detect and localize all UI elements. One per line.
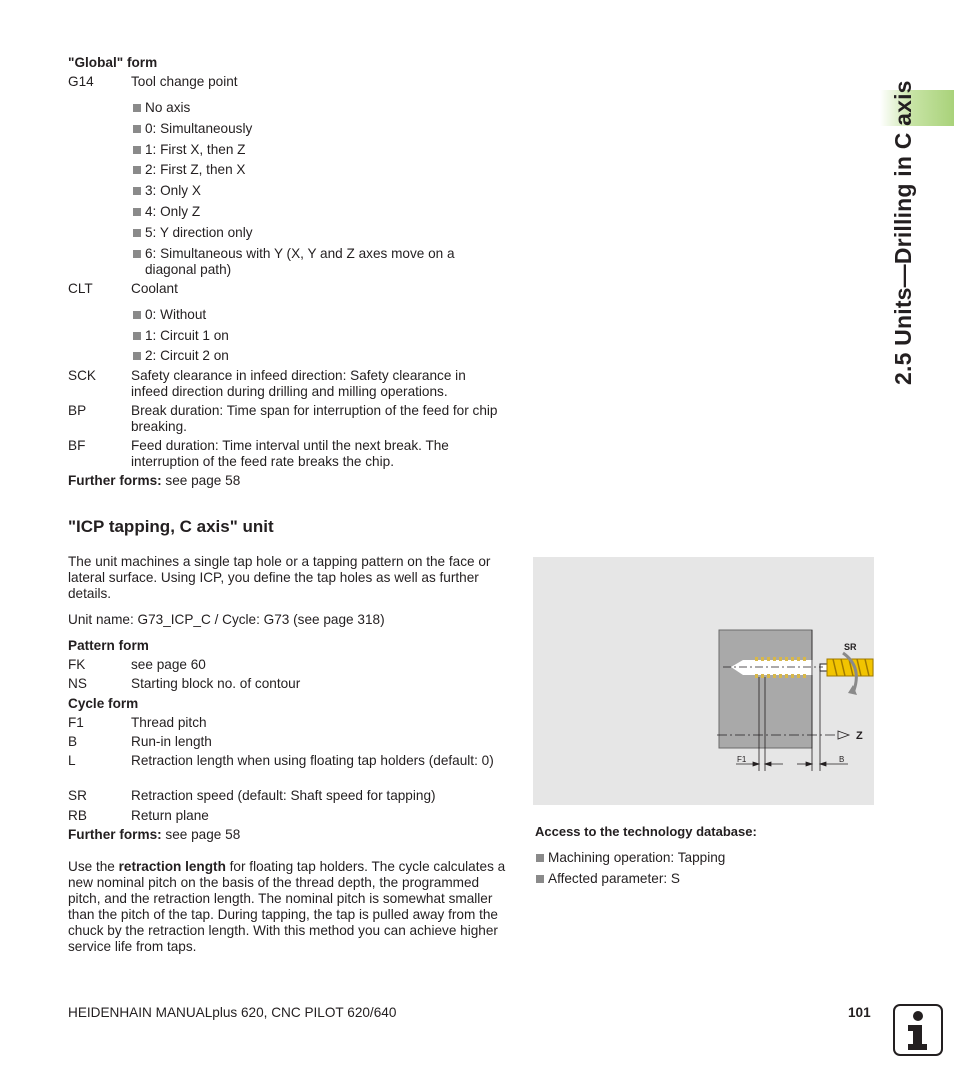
label-b: B xyxy=(839,755,845,764)
list-item: 2: First Z, then X xyxy=(133,162,509,178)
param-desc-ns: Starting block no. of contour xyxy=(131,676,301,691)
label-sr: SR xyxy=(844,642,857,652)
param-code-bp: BP xyxy=(68,403,87,418)
param-code-b: B xyxy=(68,734,78,749)
workpiece xyxy=(719,630,812,748)
list-item: 3: Only X xyxy=(133,183,509,199)
param-desc-bp: Break duration: Time span for interruption of the feed for chip breaking. xyxy=(131,403,498,434)
z-axis-arrow xyxy=(838,731,849,739)
list-item: 0: Simultaneously xyxy=(133,121,509,137)
cycle-form-heading: Cycle form xyxy=(68,696,139,711)
global-form-heading: "Global" form xyxy=(68,55,158,70)
param-desc-rb: Return plane xyxy=(131,808,209,823)
section-intro: The unit machines a single tap hole or a tapping pattern on the face or lateral surface. Using ICP, you define the tap holes as well as further details. xyxy=(68,554,491,601)
list-item: 1: First X, then Z xyxy=(133,142,509,158)
label-f1: F1 xyxy=(737,755,747,764)
tap-hole xyxy=(743,660,813,675)
bullet-square-icon xyxy=(536,875,544,883)
param-code-bf: BF xyxy=(68,438,86,453)
param-code-sck: SCK xyxy=(68,368,96,383)
list-item: 6: Simultaneous with Y (X, Y and Z axes move on a diagonal path) xyxy=(133,246,490,278)
param-desc-b: Run-in length xyxy=(131,734,212,749)
param-code-fk: FK xyxy=(68,657,86,672)
param-desc-sck: Safety clearance in infeed direction: Safety clearance in infeed direction during drilling and milling operations. xyxy=(131,368,466,399)
further-forms-cycle: Further forms: see page 58 xyxy=(68,827,241,842)
param-code-rb: RB xyxy=(68,808,87,823)
further-forms-global: Further forms: see page 58 xyxy=(68,473,241,488)
page-number: 101 xyxy=(848,1005,871,1020)
chapter-title: 2.5 Units—Drilling in C axis xyxy=(890,80,916,385)
list-item: 0: Without xyxy=(133,307,509,323)
retraction-paragraph: Use the retraction length for floating tap holders. The cycle calculates a new nominal pitch on the basis of the thread depth, the programmed pitch, and the retraction length. The nominal pitch is somewhat smaller than the pitch of the tap. During tapping, the tap is pulled away from the chuck by the retraction length. With this method you can achieve higher service life from taps. xyxy=(68,859,506,954)
param-code-clt: CLT xyxy=(68,281,93,296)
bullet-square-icon xyxy=(133,146,141,154)
list-item: 5: Y direction only xyxy=(133,225,509,241)
param-desc-l: Retraction length when using floating tap holders (default: 0) xyxy=(131,753,494,768)
bullet-square-icon xyxy=(133,104,141,112)
param-code-f1: F1 xyxy=(68,715,84,730)
param-desc-sr: Retraction speed (default: Shaft speed for tapping) xyxy=(131,788,436,803)
param-desc-clt: Coolant xyxy=(131,281,178,296)
bullet-square-icon xyxy=(133,208,141,216)
list-item: Machining operation: Tapping xyxy=(536,850,725,866)
section-title: "ICP tapping, C axis" unit xyxy=(68,517,274,536)
param-code-g14: G14 xyxy=(68,74,94,89)
info-icon xyxy=(893,1004,943,1056)
tech-db-heading: Access to the technology database: xyxy=(535,824,757,839)
bullet-square-icon xyxy=(536,854,544,862)
pattern-form-heading: Pattern form xyxy=(68,638,149,653)
param-code-l: L xyxy=(68,753,76,768)
list-item: Affected parameter: S xyxy=(536,871,680,887)
param-desc-fk: see page 60 xyxy=(131,657,206,672)
bullet-square-icon xyxy=(133,352,141,360)
bullet-square-icon xyxy=(133,229,141,237)
tap-tool-tip xyxy=(820,664,827,671)
footer-manual-title: HEIDENHAIN MANUALplus 620, CNC PILOT 620/640 xyxy=(68,1005,397,1020)
label-z: Z xyxy=(856,730,863,742)
list-item: 2: Circuit 2 on xyxy=(133,348,509,364)
list-item: 4: Only Z xyxy=(133,204,509,220)
bullet-square-icon xyxy=(133,332,141,340)
bullet-square-icon xyxy=(133,311,141,319)
list-item: No axis xyxy=(133,100,509,116)
param-code-ns: NS xyxy=(68,676,87,691)
tapping-figure xyxy=(533,557,874,805)
bullet-square-icon xyxy=(133,250,141,258)
param-desc-bf: Feed duration: Time interval until the next break. The interruption of the feed rate breaks the chip. xyxy=(131,438,449,469)
bullet-square-icon xyxy=(133,187,141,195)
tapping-diagram xyxy=(533,557,874,805)
param-code-sr: SR xyxy=(68,788,87,803)
unit-name: Unit name: G73_ICP_C / Cycle: G73 (see page 318) xyxy=(68,612,385,627)
list-item: 1: Circuit 1 on xyxy=(133,328,509,344)
param-desc-f1: Thread pitch xyxy=(131,715,207,730)
dimension-arrows xyxy=(736,762,848,766)
param-desc-g14: Tool change point xyxy=(131,74,238,89)
bullet-square-icon xyxy=(133,125,141,133)
bullet-square-icon xyxy=(133,166,141,174)
